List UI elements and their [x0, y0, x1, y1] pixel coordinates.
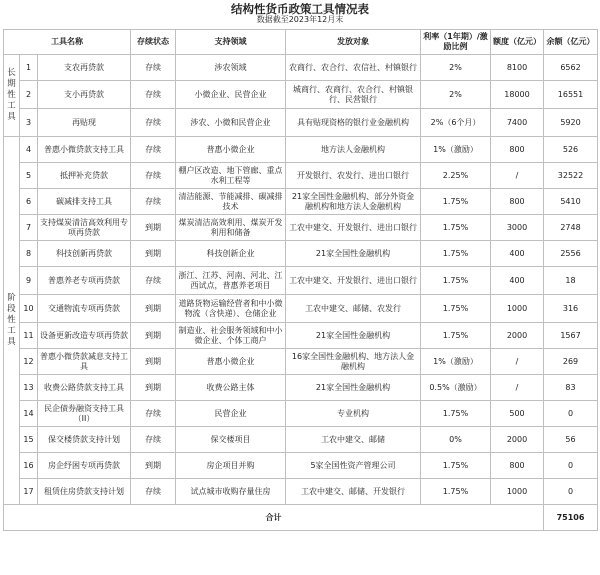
tool-target: 21家全国性金融机构、部分外资金融机构和地方法人金融机构: [286, 189, 421, 215]
tool-balance: 1567: [544, 323, 598, 349]
tool-target: 工农中建交、邮储、农发行: [286, 295, 421, 323]
tool-quota: 800: [491, 137, 544, 163]
table-row: [4, 375, 598, 401]
tool-balance: 2556: [544, 241, 598, 267]
tool-status: 到期: [131, 323, 176, 349]
tool-rate: 2%（6个月）: [421, 109, 491, 137]
tool-name: 普惠小微贷款支持工具: [38, 137, 131, 163]
tool-name: 保交楼贷款支持计划: [38, 427, 131, 453]
tool-quota: /: [491, 163, 544, 189]
tool-status: 存续: [131, 137, 176, 163]
tool-quota: 400: [491, 241, 544, 267]
tool-name: 支农再贷款: [38, 55, 131, 81]
tool-name: 租赁住房贷款支持计划: [38, 479, 131, 505]
tool-field: 科技创新企业: [176, 241, 286, 267]
tool-name: 收费公路贷款支持工具: [38, 375, 131, 401]
tool-balance: 316: [544, 295, 598, 323]
tool-rate: 1.75%: [421, 479, 491, 505]
total-row: [4, 505, 598, 531]
tool-target: 工农中建交、开发银行、进出口银行: [286, 267, 421, 295]
tool-field: 普惠小微企业: [176, 137, 286, 163]
row-number: 1: [20, 55, 38, 81]
tool-status: 存续: [131, 427, 176, 453]
tool-balance: 5920: [544, 109, 598, 137]
tool-name: 支小再贷款: [38, 81, 131, 109]
tool-rate: 0.5%（激励）: [421, 375, 491, 401]
tool-quota: 2000: [491, 427, 544, 453]
tool-target: 5家全国性资产管理公司: [286, 453, 421, 479]
tool-target: 具有贴现资格的银行业金融机构: [286, 109, 421, 137]
tool-status: 存续: [131, 81, 176, 109]
tool-rate: 2%: [421, 55, 491, 81]
tool-rate: 1.75%: [421, 401, 491, 427]
tool-balance: 2748: [544, 215, 598, 241]
table-row: [4, 267, 598, 295]
tool-balance: 269: [544, 349, 598, 375]
table-row: [4, 479, 598, 505]
tool-field: 小微企业、民营企业: [176, 81, 286, 109]
tool-field: 制造业、社会服务领域和中小微企业、个体工商户: [176, 323, 286, 349]
group-phase: 阶段性工具: [4, 137, 20, 505]
tool-quota: 8100: [491, 55, 544, 81]
row-number: 5: [20, 163, 38, 189]
header-status: 存续状态: [131, 30, 176, 55]
table-row: [4, 55, 598, 81]
tool-balance: 16551: [544, 81, 598, 109]
tool-rate: 1.75%: [421, 189, 491, 215]
tool-status: 存续: [131, 55, 176, 81]
tool-quota: 7400: [491, 109, 544, 137]
tool-target: 农商行、农合行、农信社、村镇银行: [286, 55, 421, 81]
total-label: 合计: [4, 505, 544, 531]
row-number: 14: [20, 401, 38, 427]
table-row: [4, 137, 598, 163]
tool-status: 存续: [131, 267, 176, 295]
header-quota: 额度（亿元）: [491, 30, 544, 55]
page-title: 结构性货币政策工具情况表: [231, 2, 369, 16]
tool-balance: 0: [544, 479, 598, 505]
table-row: [4, 109, 598, 137]
tool-balance: 18: [544, 267, 598, 295]
tool-field: 棚户区改造、地下管廊、重点水利工程等: [176, 163, 286, 189]
table-row: [4, 241, 598, 267]
policy-tools-table: [3, 29, 598, 531]
tool-target: 城商行、农商行、农合行、村镇银行、民营银行: [286, 81, 421, 109]
row-number: 4: [20, 137, 38, 163]
tool-status: 到期: [131, 349, 176, 375]
table-row: [4, 189, 598, 215]
tool-balance: 0: [544, 453, 598, 479]
row-number: 15: [20, 427, 38, 453]
tool-status: 存续: [131, 109, 176, 137]
tool-field: 保交楼项目: [176, 427, 286, 453]
tool-quota: 1000: [491, 479, 544, 505]
tool-balance: 32522: [544, 163, 598, 189]
tool-rate: 1.75%: [421, 295, 491, 323]
tool-name: 民企债券融资支持工具（II）: [38, 401, 131, 427]
tool-name: 普惠小微贷款减息支持工具: [38, 349, 131, 375]
table-row: [4, 349, 598, 375]
table-row: [4, 163, 598, 189]
tool-name: 房企纾困专项再贷款: [38, 453, 131, 479]
tool-name: 科技创新再贷款: [38, 241, 131, 267]
tool-quota: 2000: [491, 323, 544, 349]
tool-quota: 800: [491, 189, 544, 215]
tool-rate: 1.75%: [421, 215, 491, 241]
tool-field: 民营企业: [176, 401, 286, 427]
tool-rate: 1%（激励）: [421, 349, 491, 375]
tool-rate: 1.75%: [421, 267, 491, 295]
tool-status: 到期: [131, 375, 176, 401]
table-row: [4, 81, 598, 109]
tool-status: 存续: [131, 401, 176, 427]
tool-status: 到期: [131, 215, 176, 241]
tool-name: 支持煤炭清洁高效利用专项再贷款: [38, 215, 131, 241]
total-balance: 75106: [544, 505, 598, 531]
tool-quota: 1000: [491, 295, 544, 323]
tool-field: 浙江、江苏、河南、河北、江西试点，普惠养老项目: [176, 267, 286, 295]
tool-field: 收费公路主体: [176, 375, 286, 401]
tool-target: 工农中建交、邮储、开发银行: [286, 479, 421, 505]
tool-name: 抵押补充贷款: [38, 163, 131, 189]
tool-target: 21家全国性金融机构: [286, 241, 421, 267]
row-number: 10: [20, 295, 38, 323]
table-row: [4, 427, 598, 453]
tool-status: 存续: [131, 189, 176, 215]
tool-field: 试点城市收购存量住房: [176, 479, 286, 505]
tool-quota: 3000: [491, 215, 544, 241]
tool-target: 工农中建交、开发银行、进出口银行: [286, 215, 421, 241]
row-number: 2: [20, 81, 38, 109]
row-number: 11: [20, 323, 38, 349]
tool-target: 地方法人金融机构: [286, 137, 421, 163]
tool-status: 到期: [131, 453, 176, 479]
row-number: 16: [20, 453, 38, 479]
group-long-term: 长期性工具: [4, 55, 20, 137]
header-balance: 余额（亿元）: [544, 30, 598, 55]
tool-rate: 1.75%: [421, 453, 491, 479]
page-subtitle: 数据截至2023年12月末: [256, 15, 344, 24]
row-number: 9: [20, 267, 38, 295]
tool-field: 道路货物运输经营者和中小微物流（含快递）、仓储企业: [176, 295, 286, 323]
header-field: 支持领域: [176, 30, 286, 55]
tool-name: 交通物流专项再贷款: [38, 295, 131, 323]
tool-quota: /: [491, 349, 544, 375]
tool-balance: 6562: [544, 55, 598, 81]
tool-quota: /: [491, 375, 544, 401]
tool-name: 碳减排支持工具: [38, 189, 131, 215]
table-header-row: [4, 30, 598, 55]
tool-rate: 0%: [421, 427, 491, 453]
header-target: 发放对象: [286, 30, 421, 55]
tool-target: 16家全国性金融机构、地方法人金融机构: [286, 349, 421, 375]
tool-rate: 1.75%: [421, 241, 491, 267]
table-row: [4, 453, 598, 479]
row-number: 7: [20, 215, 38, 241]
table-row: [4, 401, 598, 427]
tool-balance: 0: [544, 401, 598, 427]
header-rate: 利率（1年期）/激励比例: [421, 30, 491, 55]
header-name: 工具名称: [4, 30, 131, 55]
tool-name: 设备更新改造专项再贷款: [38, 323, 131, 349]
tool-quota: 500: [491, 401, 544, 427]
row-number: 13: [20, 375, 38, 401]
tool-quota: 800: [491, 453, 544, 479]
table-row: [4, 323, 598, 349]
tool-status: 到期: [131, 295, 176, 323]
tool-balance: 5410: [544, 189, 598, 215]
tool-balance: 83: [544, 375, 598, 401]
tool-quota: 400: [491, 267, 544, 295]
tool-field: 普惠小微企业: [176, 349, 286, 375]
row-number: 17: [20, 479, 38, 505]
row-number: 12: [20, 349, 38, 375]
tool-field: 房企项目并购: [176, 453, 286, 479]
tool-status: 存续: [131, 163, 176, 189]
tool-rate: 1%（激励）: [421, 137, 491, 163]
table-row: [4, 295, 598, 323]
tool-rate: 2.25%: [421, 163, 491, 189]
tool-target: 21家全国性金融机构: [286, 323, 421, 349]
row-number: 3: [20, 109, 38, 137]
tool-target: 开发银行、农发行、进出口银行: [286, 163, 421, 189]
tool-quota: 18000: [491, 81, 544, 109]
tool-name: 普惠养老专项再贷款: [38, 267, 131, 295]
tool-rate: 1.75%: [421, 323, 491, 349]
tool-field: 清洁能源、节能减排、碳减排技术: [176, 189, 286, 215]
tool-target: 工农中建交、邮储: [286, 427, 421, 453]
tool-rate: 2%: [421, 81, 491, 109]
tool-status: 存续: [131, 479, 176, 505]
tool-name: 再贴现: [38, 109, 131, 137]
tool-target: 专业机构: [286, 401, 421, 427]
tool-status: 到期: [131, 241, 176, 267]
tool-balance: 56: [544, 427, 598, 453]
row-number: 8: [20, 241, 38, 267]
row-number: 6: [20, 189, 38, 215]
tool-target: 21家全国性金融机构: [286, 375, 421, 401]
tool-balance: 526: [544, 137, 598, 163]
tool-field: 涉农、小微和民营企业: [176, 109, 286, 137]
table-row: [4, 215, 598, 241]
tool-field: 煤炭清洁高效利用、煤炭开发利用和储备: [176, 215, 286, 241]
tool-field: 涉农领域: [176, 55, 286, 81]
